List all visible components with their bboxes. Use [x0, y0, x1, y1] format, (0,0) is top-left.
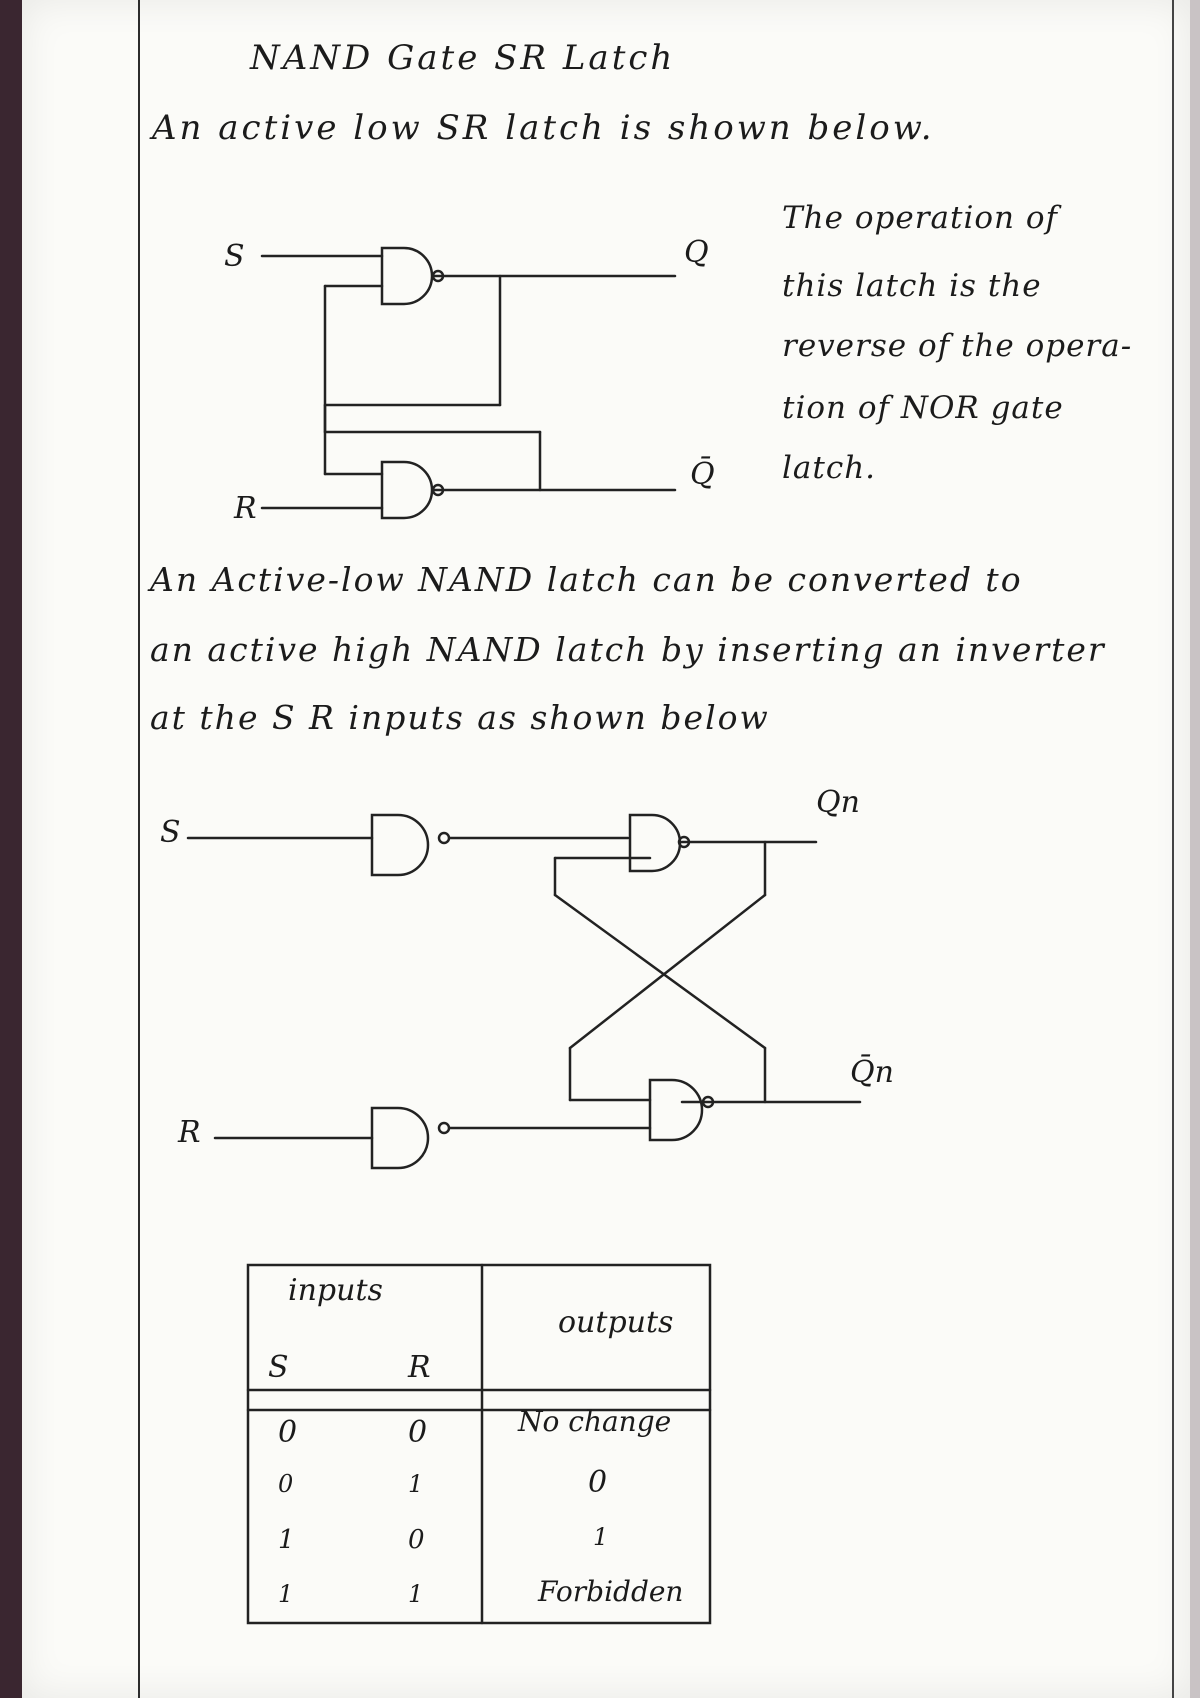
row-4-r: 1 [408, 1580, 424, 1608]
description-line-1: The operation of [782, 200, 1058, 236]
row-3-s: 1 [278, 1525, 295, 1555]
row-1-s: 0 [278, 1415, 298, 1450]
circuit1-q-label: Q [684, 235, 709, 270]
paragraph-line-3: at the S R inputs as shown below [150, 698, 770, 737]
circuit1-wires [262, 256, 675, 508]
truth-table [248, 1265, 710, 1623]
description-line-4: tion of NOR gate [782, 390, 1064, 426]
page-title: NAND Gate SR Latch [250, 38, 676, 78]
row-2-s: 0 [278, 1470, 294, 1498]
inverter-s-bubble [439, 833, 449, 843]
inverter-nand-r [372, 1108, 428, 1168]
paragraph-line-1: An Active-low NAND latch can be converted to [150, 560, 1023, 599]
row-2-out: 0 [588, 1465, 608, 1500]
nand-gate-1 [382, 248, 432, 304]
circuit2-s-label: S [160, 815, 181, 850]
paragraph-line-2: an active high NAND latch by inserting an inverter [150, 630, 1106, 669]
circuit1-s-label: S [224, 239, 245, 274]
row-2-r: 1 [408, 1470, 424, 1498]
row-1-out: No change [518, 1405, 672, 1438]
nand-gate-2 [382, 462, 432, 518]
header-inputs: inputs [288, 1273, 383, 1308]
circuit2-qn-label: Qn [816, 785, 860, 820]
circuit2-wires [188, 838, 860, 1138]
header-outputs: outputs [558, 1305, 674, 1340]
row-1-r: 0 [408, 1415, 428, 1450]
description-line-3: reverse of the opera- [782, 328, 1133, 364]
circuit1-r-label: R [234, 491, 257, 526]
description-line-2: this latch is the [782, 268, 1042, 304]
nand-gate-4 [650, 1080, 702, 1140]
intro-text: An active low SR latch is shown below. [152, 108, 935, 148]
circuit1-qbar-label: Q̄ [690, 457, 715, 492]
nand-gate-3 [630, 815, 680, 871]
row-4-out: Forbidden [538, 1575, 684, 1608]
row-3-r: 0 [408, 1525, 425, 1555]
circuit2-qnbar-label: Q̄n [850, 1055, 894, 1090]
inverter-nand-s [372, 815, 428, 875]
circuit2-r-label: R [178, 1115, 201, 1150]
subheader-s: S [268, 1350, 289, 1385]
subheader-r: R [408, 1350, 431, 1385]
row-3-out: 1 [593, 1523, 609, 1551]
description-line-5: latch. [782, 450, 877, 486]
inverter-r-bubble [439, 1123, 449, 1133]
row-4-s: 1 [278, 1580, 294, 1608]
